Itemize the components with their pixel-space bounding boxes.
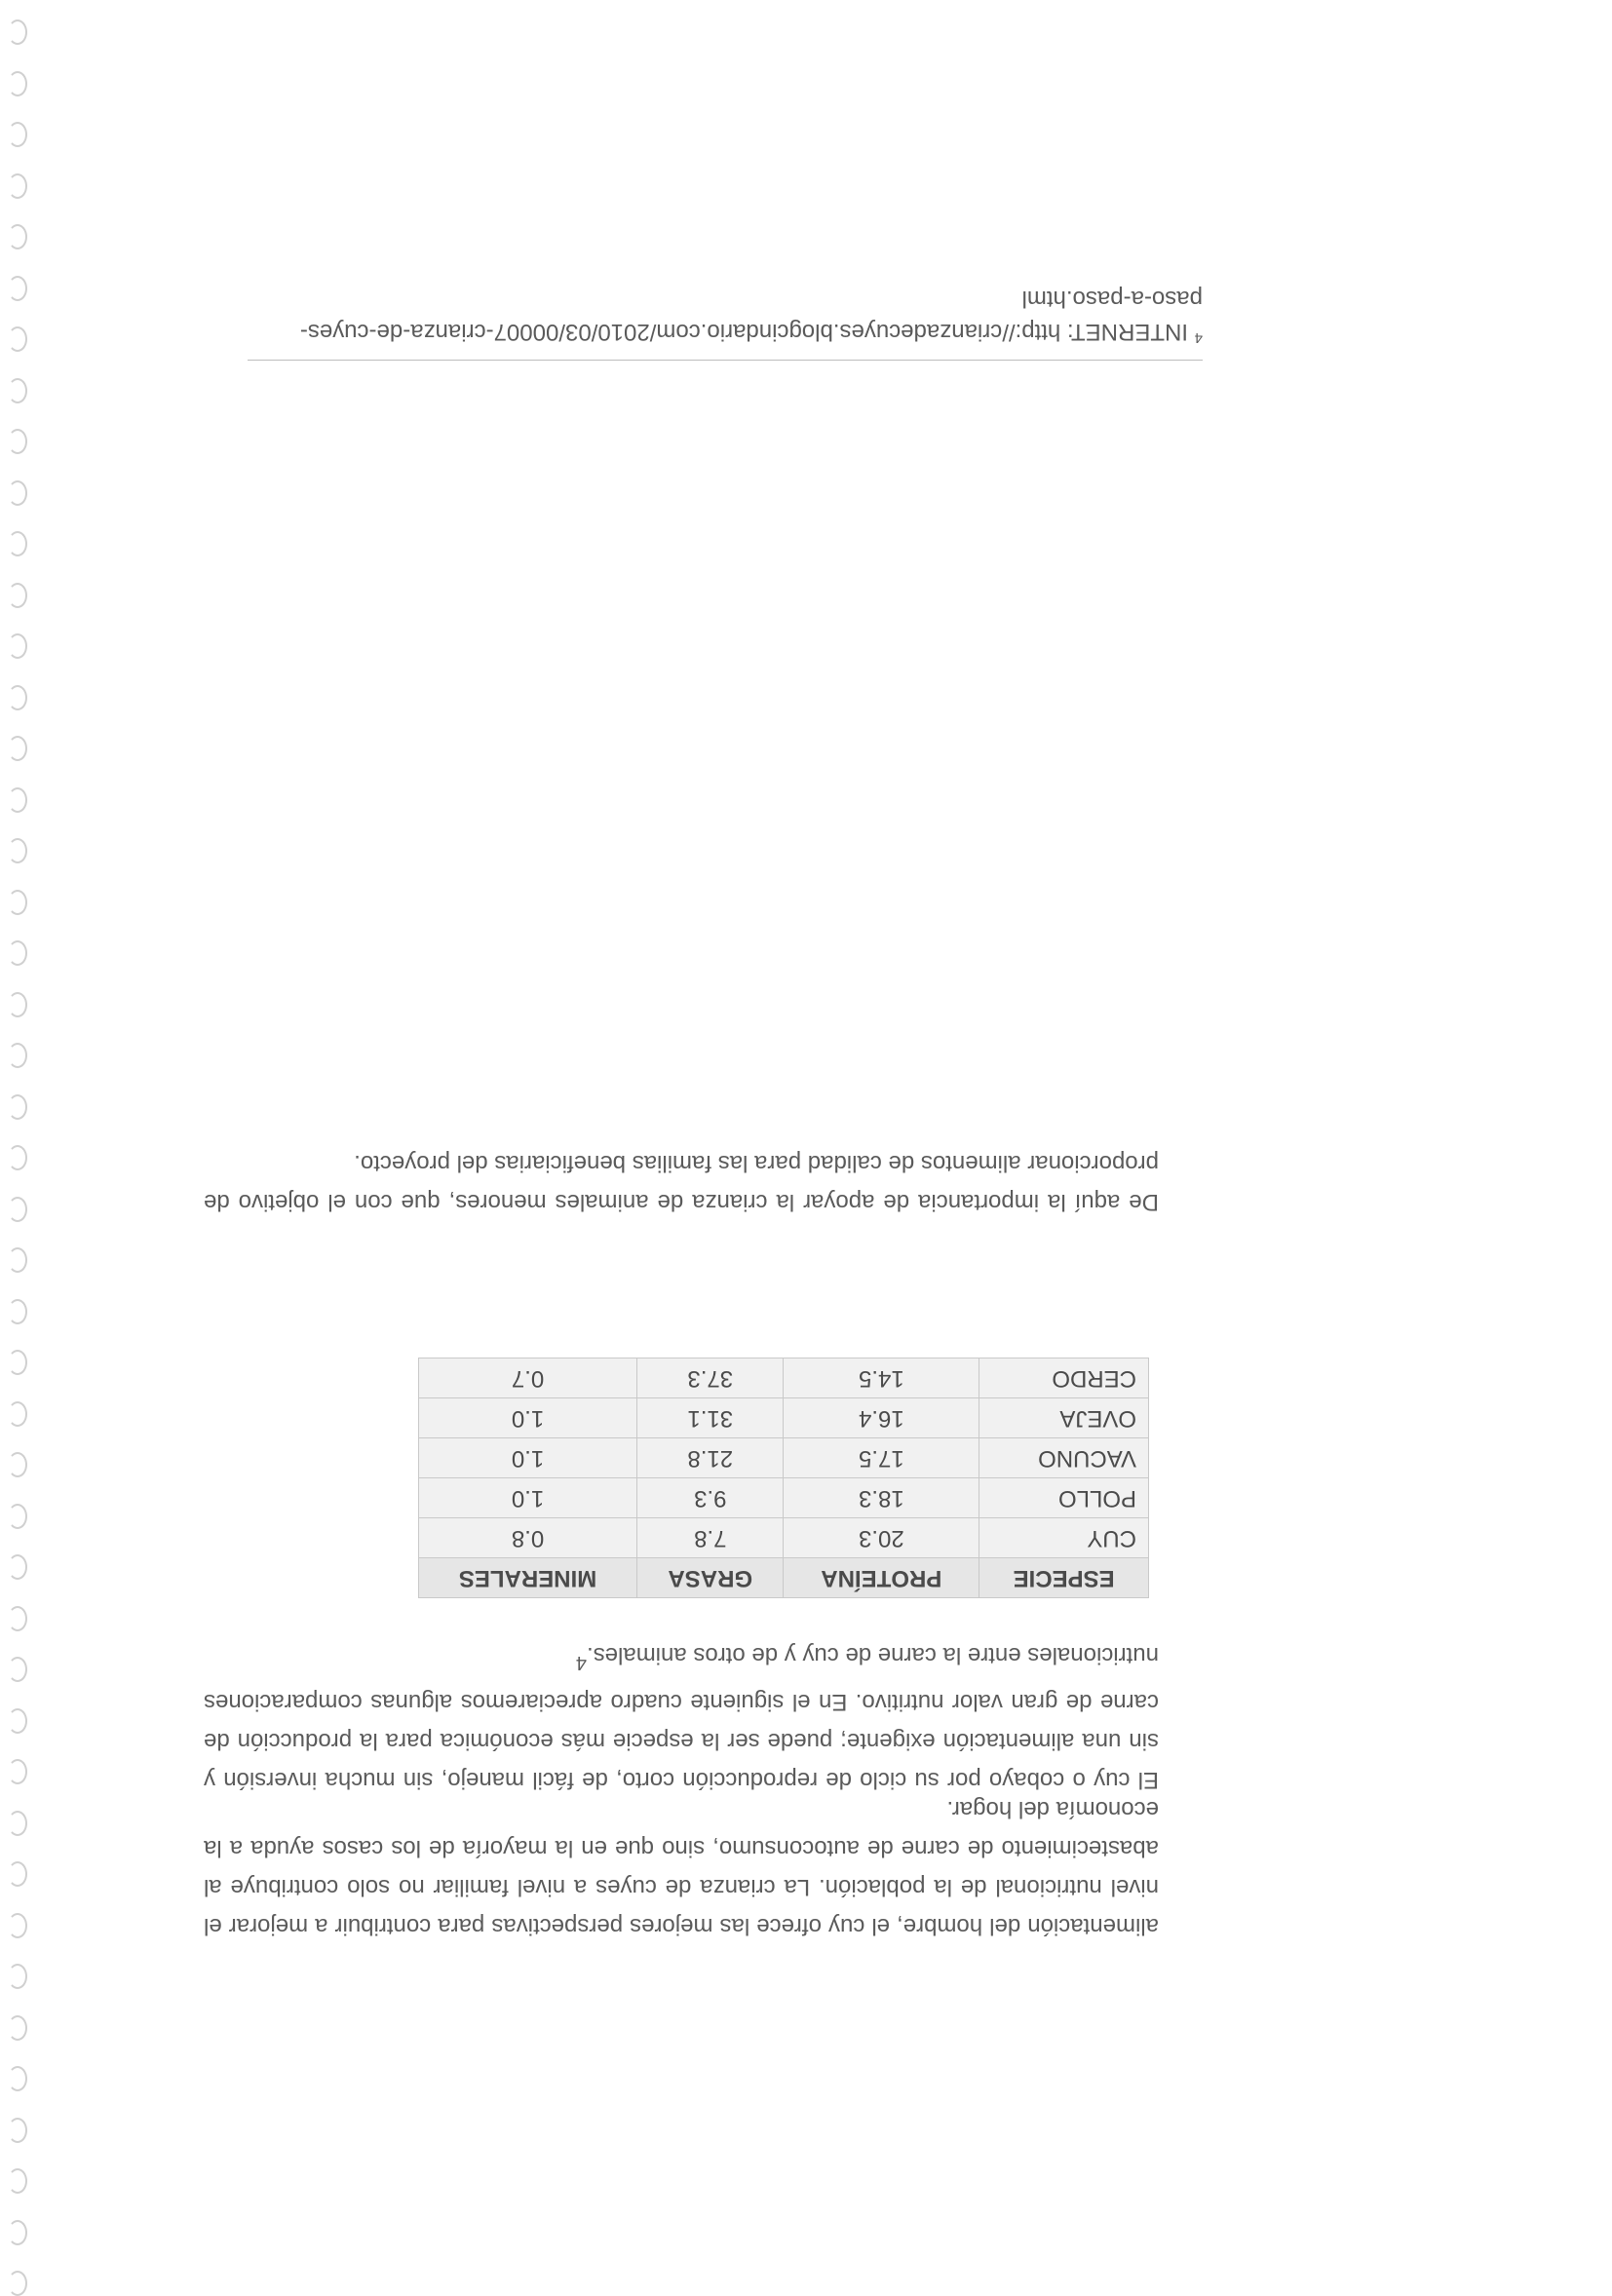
header-grasa: GRASA <box>637 1558 784 1598</box>
binding-hole <box>8 2118 27 2143</box>
footnote-number: 4 <box>1194 329 1203 346</box>
binding-hole <box>8 1861 27 1887</box>
footnote-ref: 4 <box>575 1652 588 1673</box>
footnote-text: INTERNET: http://crianzadecuyes.blogcindario.com/2010/03/00007-crianza-de-cuyes-paso-a-paso.html <box>299 286 1203 345</box>
cell-proteina: 17.5 <box>784 1438 979 1478</box>
binding-hole <box>8 1964 27 1989</box>
binding-hole <box>8 1913 27 1938</box>
cell-minerales: 1.0 <box>419 1478 637 1518</box>
binding-hole <box>8 1657 27 1682</box>
cell-proteina: 16.4 <box>784 1398 979 1438</box>
binding-hole <box>8 1401 27 1427</box>
binding-hole <box>8 1759 27 1784</box>
binding-hole <box>8 1350 27 1375</box>
binding-hole <box>8 583 27 608</box>
header-minerales: MINERALES <box>419 1558 637 1598</box>
binding-hole <box>8 890 27 915</box>
binding-hole <box>8 685 27 710</box>
binding-hole <box>8 787 27 813</box>
binding-hole <box>8 1043 27 1068</box>
cell-grasa: 7.8 <box>637 1518 784 1558</box>
cell-especie: CUY <box>979 1518 1149 1558</box>
binding-hole <box>8 224 27 249</box>
footnote <box>248 282 1203 361</box>
binding-hole <box>8 736 27 761</box>
table-header-row <box>419 1558 1149 1598</box>
cell-minerales: 1.0 <box>419 1398 637 1438</box>
binding-hole <box>8 19 27 45</box>
cell-grasa: 21.8 <box>637 1438 784 1478</box>
paragraph-importance: De aquí la importancia de apoyar la crianza de animales menores, que con el objetivo de proporcionar alimentos de calidad para las familias beneficiarias del proyecto. <box>204 1150 1159 1215</box>
binding-hole <box>8 531 27 556</box>
cell-proteina: 18.3 <box>784 1478 979 1518</box>
paragraph-nutrition: alimentación del hombre, el cuy ofrece las mejores perspectivas para contribuir a mejorar el nivel nutricional de la población. La crianza de cuyes a nivel familiar no solo contribuye al abastecimiento de carne de autoconsumo, sino que en la mayoría de los casos ayuda a la economía del hogar. <box>204 1796 1159 1939</box>
binding-hole <box>8 378 27 403</box>
cell-especie: OVEJA <box>979 1398 1149 1438</box>
cell-especie: VACUNO <box>979 1438 1149 1478</box>
binding-hole <box>8 838 27 863</box>
binding-hole <box>8 1299 27 1324</box>
nutrition-comparison-table <box>418 1358 1149 1598</box>
binding-hole <box>8 2168 27 2194</box>
table-row <box>419 1518 1149 1558</box>
cell-proteina: 14.5 <box>784 1358 979 1398</box>
binding-hole <box>8 2015 27 2041</box>
binding-hole <box>8 429 27 454</box>
binding-hole <box>8 1452 27 1477</box>
cell-especie: POLLO <box>979 1478 1149 1518</box>
binding-hole <box>8 2271 27 2296</box>
spiral-binding-holes <box>8 19 37 2261</box>
cell-especie: CERDO <box>979 1358 1149 1398</box>
cell-minerales: 0.8 <box>419 1518 637 1558</box>
binding-hole <box>8 1554 27 1580</box>
table-row <box>419 1438 1149 1478</box>
header-proteina: PROTEÍNA <box>784 1558 979 1598</box>
binding-hole <box>8 480 27 506</box>
cell-grasa: 9.3 <box>637 1478 784 1518</box>
paragraph-cuy-benefits <box>204 1635 1159 1799</box>
binding-hole <box>8 1094 27 1120</box>
binding-hole <box>8 940 27 966</box>
table-row <box>419 1358 1149 1398</box>
binding-hole <box>8 2066 27 2091</box>
cell-grasa: 31.1 <box>637 1398 784 1438</box>
table-row <box>419 1398 1149 1438</box>
cell-proteina: 20.3 <box>784 1518 979 1558</box>
binding-hole <box>8 326 27 352</box>
binding-hole <box>8 1504 27 1529</box>
binding-hole <box>8 1197 27 1222</box>
table-row <box>419 1478 1149 1518</box>
binding-hole <box>8 1708 27 1734</box>
binding-hole <box>8 633 27 659</box>
cell-minerales: 0.7 <box>419 1358 637 1398</box>
binding-hole <box>8 276 27 301</box>
binding-hole <box>8 992 27 1017</box>
binding-hole <box>8 2220 27 2245</box>
cell-grasa: 37.3 <box>637 1358 784 1398</box>
binding-hole <box>8 1247 27 1273</box>
paragraph-cuy-benefits-text: El cuy o cobayo por su ciclo de reproducción corto, de fácil manejo, sin mucha inversión y sin una alimentación exigente; puede ser la especie más económica para la producción de carne de gran valor nutritivo. En el siguiente cuadro apreciaremos algunas comparaciones nutricionales entre la carne de cuy y de otros animales. <box>204 1642 1159 1793</box>
binding-hole <box>8 122 27 147</box>
header-especie: ESPECIE <box>979 1558 1149 1598</box>
binding-hole <box>8 71 27 96</box>
cell-minerales: 1.0 <box>419 1438 637 1478</box>
binding-hole <box>8 1811 27 1836</box>
binding-hole <box>8 1145 27 1170</box>
binding-hole <box>8 1606 27 1631</box>
binding-hole <box>8 173 27 199</box>
